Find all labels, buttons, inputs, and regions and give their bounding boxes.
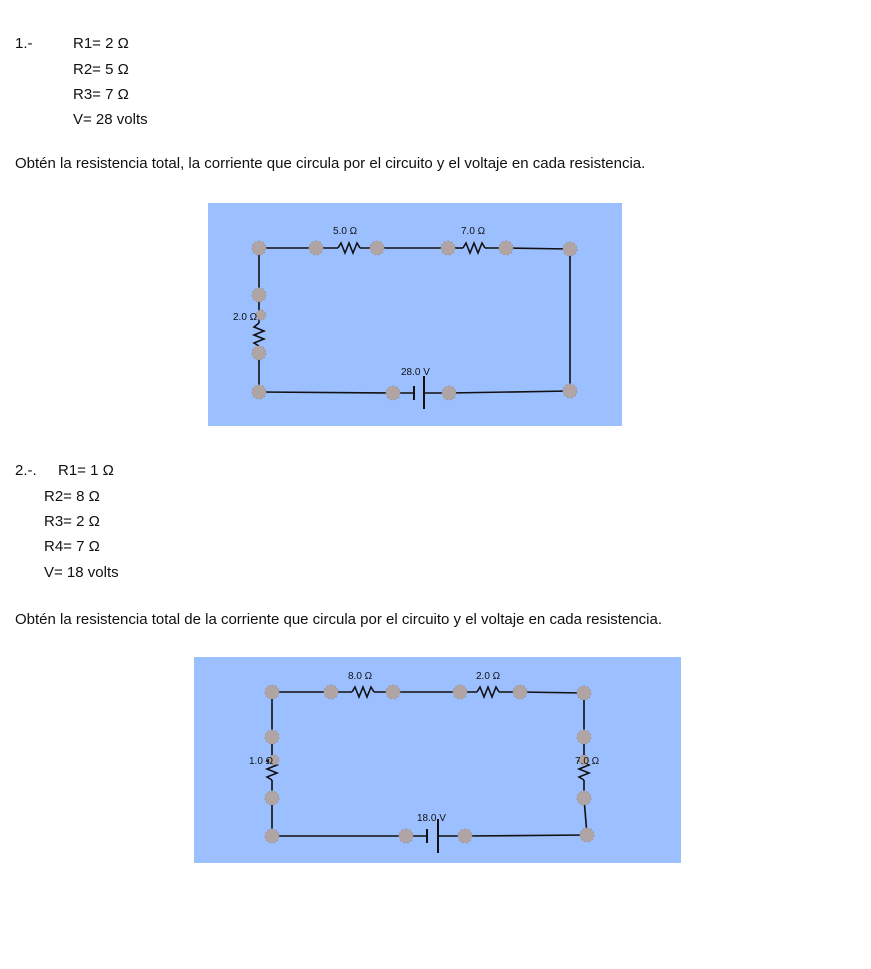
circuit2-label-r1: 1.0 Ω bbox=[249, 756, 274, 767]
problem1-question: Obtén la resistencia total, la corriente que circula por el circuito y el voltaje en cada resistencia. bbox=[15, 155, 646, 172]
problem1-r2: R2= 5 Ω bbox=[73, 61, 129, 78]
circuit2-label-r3: 2.0 Ω bbox=[476, 671, 501, 682]
circuit2-label-r4: 7.0 Ω bbox=[575, 756, 600, 767]
problem2-voltage: V= 18 volts bbox=[44, 564, 119, 581]
problem1-voltage: V= 28 volts bbox=[73, 111, 148, 128]
problem2-r2: R2= 8 Ω bbox=[44, 488, 100, 505]
circuit1-label-battery: 28.0 V bbox=[401, 367, 430, 378]
circuit2-label-battery: 18.0 V bbox=[417, 813, 446, 824]
problem2-r4: R4= 7 Ω bbox=[44, 538, 100, 555]
circuit1-label-r1: 2.0 Ω bbox=[233, 312, 258, 323]
problem1-r1: R1= 2 Ω bbox=[73, 35, 129, 52]
problem2-prefix: 2.-. bbox=[15, 462, 37, 479]
problem1-number: 1.- bbox=[15, 35, 33, 52]
problem2-r3: R3= 2 Ω bbox=[44, 513, 100, 530]
circuit1-diagram bbox=[208, 203, 622, 426]
circuit1-label-r3: 7.0 Ω bbox=[461, 226, 486, 237]
circuit2-label-r2: 8.0 Ω bbox=[348, 671, 373, 682]
circuit2-diagram bbox=[194, 657, 681, 863]
problem2-r1: R1= 1 Ω bbox=[58, 462, 114, 479]
problem1-r3: R3= 7 Ω bbox=[73, 86, 129, 103]
circuit1-label-r2: 5.0 Ω bbox=[333, 226, 358, 237]
problem2-question: Obtén la resistencia total de la corriente que circula por el circuito y el voltaje en cada resistencia. bbox=[15, 611, 662, 628]
